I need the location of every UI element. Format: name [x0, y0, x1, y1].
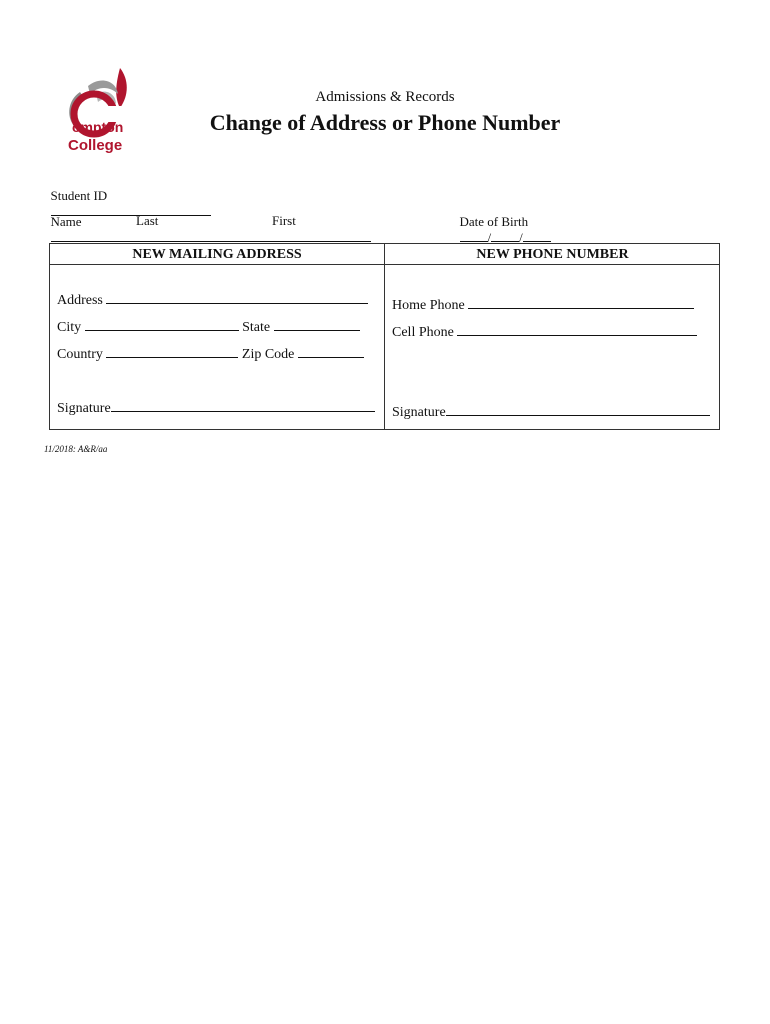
address-field[interactable]	[57, 292, 368, 309]
name-line[interactable]	[51, 230, 371, 242]
city-line[interactable]	[85, 319, 239, 331]
dob-day-line[interactable]	[491, 230, 519, 242]
header-divider	[49, 264, 720, 265]
mailing-signature-label: Signature	[57, 401, 111, 416]
phone-signature-line[interactable]	[446, 404, 710, 416]
mailing-signature-line[interactable]	[111, 400, 375, 412]
compton-college-logo	[58, 64, 134, 156]
mailing-address-heading: NEW MAILING ADDRESS	[132, 247, 302, 262]
home-phone-line[interactable]	[468, 297, 694, 309]
revision-footnote: 11/2018: A&R/aa	[44, 444, 108, 454]
first-name-caption: First	[272, 213, 296, 228]
page-title: Change of Address or Phone Number	[209, 110, 561, 135]
phone-number-heading: NEW PHONE NUMBER	[476, 247, 629, 262]
dob-year-line[interactable]	[523, 230, 551, 242]
country-label: Country	[57, 347, 103, 362]
zip-label: Zip Code	[241, 347, 295, 362]
column-divider	[384, 243, 385, 430]
dob-separator-2: /	[519, 230, 523, 245]
zip-line[interactable]	[298, 346, 364, 358]
home-phone-label: Home Phone	[392, 298, 465, 313]
cell-phone-line[interactable]	[457, 324, 697, 336]
last-name-caption: Last	[136, 213, 159, 228]
home-phone-field[interactable]	[392, 297, 694, 314]
city-label: City	[57, 320, 82, 335]
country-line[interactable]	[106, 346, 238, 358]
mailing-signature-field[interactable]	[57, 400, 375, 417]
dob-separator-1: /	[487, 230, 492, 245]
state-label: State	[242, 320, 271, 335]
dob-label: Date of Birth	[459, 214, 529, 229]
cell-phone-label: Cell Phone	[392, 325, 454, 340]
city-state-field[interactable]	[57, 319, 360, 336]
state-line[interactable]	[274, 319, 360, 331]
address-line[interactable]	[106, 292, 368, 304]
logo-line1: ompton	[72, 119, 124, 135]
dob-month-line[interactable]	[460, 230, 488, 242]
name-field[interactable]	[44, 198, 371, 246]
phone-signature-label: Signature	[392, 405, 446, 420]
cell-phone-field[interactable]	[392, 324, 697, 341]
name-label: Name	[50, 214, 82, 229]
address-label: Address	[57, 293, 103, 308]
phone-signature-field[interactable]	[392, 404, 710, 421]
department-heading: Admissions & Records	[315, 89, 455, 105]
dob-field[interactable]	[453, 198, 551, 246]
student-id-label: Student ID	[50, 188, 108, 203]
logo-line2: College	[68, 137, 123, 154]
country-zip-field[interactable]	[57, 346, 364, 363]
